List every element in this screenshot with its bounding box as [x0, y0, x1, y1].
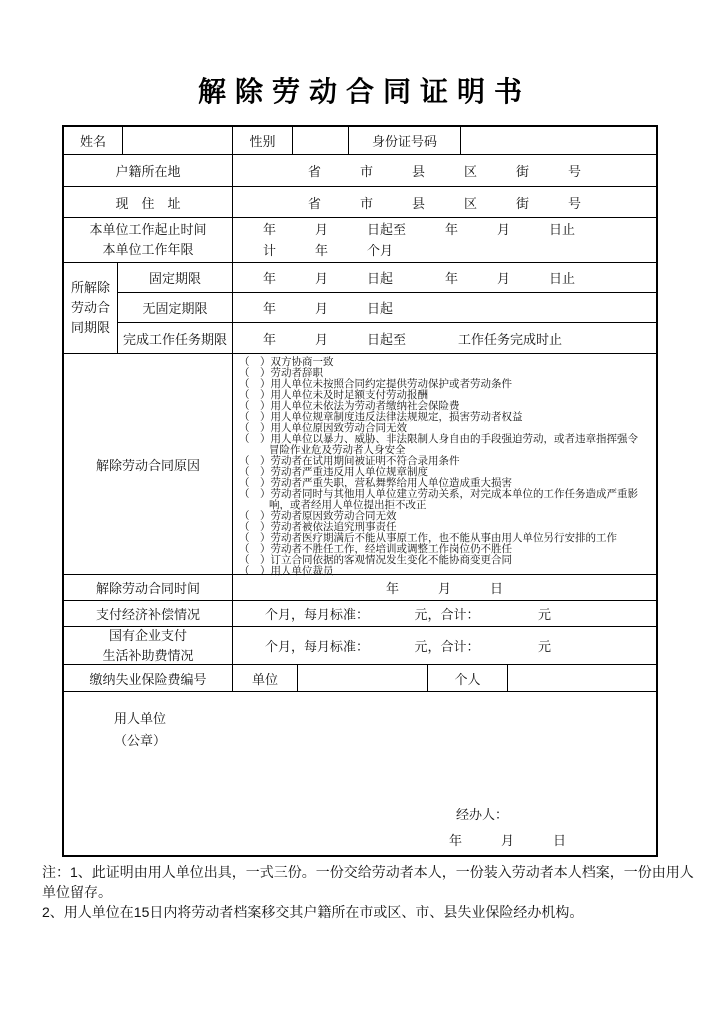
- reason-item: （ ）用人单位原因致劳动合同无效: [239, 422, 407, 434]
- contract-term-side-line1: 所解除: [70, 280, 110, 295]
- footnote-1: 注：1、此证明由用人单位出具，一式三份。一份交给劳动者本人，一份装入劳动者本人档案，一份由用人单位留存。: [42, 864, 694, 900]
- insurance-unit-value-field: [298, 665, 428, 691]
- reason-item: （ ）劳动者辞职: [239, 367, 323, 379]
- contract-term-side-label: [64, 263, 118, 353]
- section-signature: [64, 692, 656, 855]
- living-subsidy-label-line2: 生活补助费情况: [102, 647, 194, 663]
- open-term-label: 无固定期限: [118, 293, 233, 323]
- termination-time-field: 年 月 日: [385, 581, 503, 596]
- household-registration-field: 省 市 县 区 街 号: [307, 164, 581, 179]
- row-task-term: [118, 323, 656, 353]
- work-period-label: [64, 218, 233, 262]
- handler-label: 经办人：: [455, 807, 508, 822]
- row-economic-compensation: [64, 601, 656, 627]
- gender-value-field: [293, 127, 349, 154]
- gender-label: 性别: [233, 127, 293, 154]
- termination-reasons-list: [233, 354, 656, 577]
- page-title: 解除劳动合同证明书: [197, 77, 531, 108]
- work-period-label-line2: 本单位工作年限: [102, 242, 194, 257]
- row-household-registration: [64, 155, 656, 187]
- reason-item: （ ）劳动者严重失职，营私舞弊给用人单位造成重大损害: [239, 477, 512, 489]
- insurance-unit-label: 单位: [233, 665, 298, 691]
- employer-seal-block: [114, 708, 166, 752]
- living-subsidy-field: 个月，每月标准： 元，合计： 元: [265, 639, 552, 654]
- termination-reasons-label: 解除劳动合同原因: [64, 354, 233, 574]
- household-registration-label: 户籍所在地: [64, 155, 233, 186]
- insurance-number-label: 缴纳失业保险费编号: [64, 665, 233, 691]
- reason-item: （ ）劳动者原因致劳动合同无效: [239, 510, 397, 522]
- row-termination-time: [64, 575, 656, 601]
- task-term-label: 完成工作任务期限: [118, 323, 233, 353]
- row-living-subsidy: [64, 627, 656, 665]
- economic-compensation-field: 个月，每月标准： 元，合计： 元: [265, 607, 552, 622]
- fixed-term-label: 固定期限: [118, 263, 233, 292]
- footnote-2: 2、用人单位在15日内将劳动者档案移交其户籍所在市或区、市、县失业保险经办机构。: [42, 904, 584, 920]
- current-address-label: 现 住 址: [64, 187, 233, 217]
- row-name-gender-id: [64, 127, 656, 155]
- name-label: 姓名: [64, 127, 123, 154]
- open-term-field: 年 月 日起: [263, 301, 394, 316]
- employer-label: 用人单位: [114, 711, 167, 726]
- row-open-term: [118, 293, 656, 324]
- id-number-label: 身份证号码: [349, 127, 461, 154]
- work-period-label-line1: 本单位工作起止时间: [89, 222, 207, 237]
- form-table: [62, 125, 658, 857]
- id-number-value-field: [461, 127, 656, 154]
- reason-item: （ ）用人单位未依法为劳动者缴纳社会保险费: [239, 400, 460, 412]
- section-contract-term: [64, 263, 656, 354]
- task-term-field: 年 月 日起至 工作任务完成时止: [263, 331, 563, 347]
- name-value-field: [123, 127, 233, 154]
- footnotes: [42, 862, 704, 922]
- work-period-years: 计 年 个月: [263, 243, 394, 258]
- row-current-address: [64, 187, 656, 218]
- reason-item: （ ）双方协商一致: [239, 356, 334, 368]
- living-subsidy-label: [64, 627, 233, 664]
- reason-item: （ ）用人单位未及时足额支付劳动报酬: [239, 389, 428, 401]
- reason-item: （ ）订立合同依据的客观情况发生变化不能协商变更合同: [239, 554, 512, 566]
- insurance-personal-value-field: [508, 665, 656, 691]
- row-work-period: [64, 218, 656, 263]
- reason-item: （ ）用人单位未按照合同约定提供劳动保护或者劳动条件: [239, 378, 512, 390]
- reason-item: （ ）劳动者不胜任工作，经培训或调整工作岗位仍不胜任: [239, 543, 512, 555]
- contract-term-side-line2: 劳动合: [70, 300, 110, 315]
- termination-time-label: 解除劳动合同时间: [64, 575, 233, 600]
- signature-date: 年 月 日: [448, 833, 566, 848]
- current-address-field: 省 市 县 区 街 号: [307, 195, 581, 211]
- insurance-personal-label: 个人: [428, 665, 508, 691]
- reason-item: （ ）用人单位规章制度违反法律法规规定，损害劳动者权益: [239, 411, 523, 423]
- reason-item: （ ）用人单位裁员: [239, 565, 334, 577]
- official-seal-label: （公章）: [114, 733, 167, 748]
- reason-item: （ ）劳动者在试用期间被证明不符合录用条件: [239, 455, 460, 467]
- reason-item: （ ）劳动者被依法追究刑事责任: [239, 521, 397, 533]
- reason-item: （ ）劳动者医疗期满后不能从事原工作，也不能从事由用人单位另行安排的工作: [239, 532, 617, 544]
- living-subsidy-label-line1: 国有企业支付: [108, 627, 187, 643]
- section-termination-reasons: [64, 354, 656, 575]
- row-fixed-term: [118, 263, 656, 293]
- economic-compensation-label: 支付经济补偿情况: [64, 601, 233, 626]
- reason-item: （ ）劳动者严重违反用人单位规章制度: [239, 466, 428, 478]
- reason-item: （ ）劳动者同时与其他用人单位建立劳动关系，对完成本单位的工作任务造成严重影: [239, 488, 638, 500]
- reason-item: （ ）用人单位以暴力、威胁、非法限制人身自由的手段强迫劳动，或者违章指挥强令: [239, 433, 638, 445]
- work-period-field: [233, 218, 656, 262]
- contract-term-side-line3: 同期限: [70, 320, 110, 335]
- reason-item-continuation: 响，或者经用人单位提出拒不改正: [269, 499, 427, 511]
- row-insurance-number: [64, 665, 656, 692]
- reason-item-continuation: 冒险作业危及劳动者人身安全: [269, 444, 406, 456]
- work-period-dates: 年 月 日起至 年 月 日止: [263, 222, 576, 237]
- fixed-term-field: 年 月 日起 年 月 日止: [263, 270, 576, 286]
